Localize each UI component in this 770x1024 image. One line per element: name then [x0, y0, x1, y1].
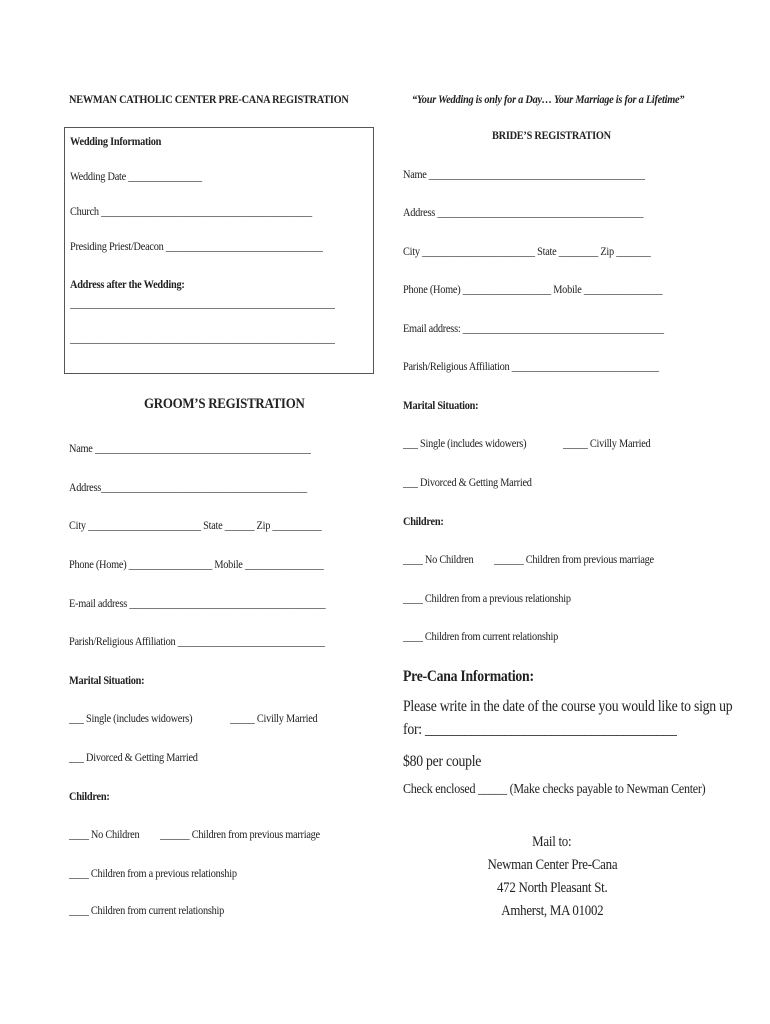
- bride-phone-field[interactable]: Phone (Home) __________________ Mobile ________________: [403, 282, 663, 296]
- bride-civilly-married-option[interactable]: _____ Civilly Married: [563, 436, 651, 450]
- groom-email-field[interactable]: E-mail address ________________________________________: [69, 596, 326, 610]
- form-motto: “Your Wedding is only for a Day… Your Marriage is for a Lifetime”: [412, 92, 685, 106]
- bride-divorced-option[interactable]: ___ Divorced & Getting Married: [403, 475, 532, 489]
- groom-children-current-relationship-option[interactable]: ____ Children from current relationship: [69, 903, 225, 917]
- bride-parish-field[interactable]: Parish/Religious Affiliation ______________________________: [403, 359, 659, 373]
- mail-to-street: 472 North Pleasant St.: [496, 880, 608, 896]
- bride-single-option[interactable]: ___ Single (includes widowers): [403, 436, 527, 450]
- bride-children-previous-relationship-option[interactable]: ____ Children from a previous relationship: [403, 591, 571, 605]
- groom-children-previous-marriage-option[interactable]: ______ Children from previous marriage: [160, 827, 320, 841]
- wedding-date-field[interactable]: Wedding Date _______________: [70, 169, 202, 183]
- wedding-information-heading: Wedding Information: [70, 134, 162, 148]
- groom-single-option[interactable]: ___ Single (includes widowers): [69, 711, 193, 725]
- address-after-wedding-line-1[interactable]: ______________________________________________________: [70, 296, 335, 310]
- groom-children-heading: Children:: [69, 789, 110, 803]
- groom-divorced-option[interactable]: ___ Divorced & Getting Married: [69, 750, 198, 764]
- groom-phone-field[interactable]: Phone (Home) _________________ Mobile ________________: [69, 557, 324, 571]
- bride-name-field[interactable]: Name ____________________________________________: [403, 167, 645, 181]
- bride-children-previous-marriage-option[interactable]: ______ Children from previous marriage: [494, 552, 654, 566]
- bride-no-children-option[interactable]: ____ No Children: [403, 552, 474, 566]
- mail-to-name: Newman Center Pre-Cana: [487, 857, 617, 873]
- mail-to-label: Mail to:: [532, 834, 572, 850]
- bride-email-field[interactable]: Email address: _________________________________________: [403, 321, 664, 335]
- groom-name-field[interactable]: Name ____________________________________________: [69, 441, 311, 455]
- wedding-information-box: [64, 127, 374, 374]
- groom-registration-title: GROOM’S REGISTRATION: [144, 396, 305, 412]
- presiding-priest-field[interactable]: Presiding Priest/Deacon ________________________________: [70, 239, 323, 253]
- groom-marital-heading: Marital Situation:: [69, 673, 145, 687]
- groom-children-previous-relationship-option[interactable]: ____ Children from a previous relationship: [69, 866, 237, 880]
- groom-no-children-option[interactable]: ____ No Children: [69, 827, 140, 841]
- groom-civilly-married-option[interactable]: _____ Civilly Married: [230, 711, 318, 725]
- bride-children-current-relationship-option[interactable]: ____ Children from current relationship: [403, 629, 559, 643]
- church-field[interactable]: Church ___________________________________________: [70, 204, 312, 218]
- precana-course-date-field[interactable]: for: ______________________________________: [403, 721, 677, 738]
- bride-city-state-zip-field[interactable]: City _______________________ State ________ Zip _______: [403, 244, 651, 258]
- groom-parish-field[interactable]: Parish/Religious Affiliation ______________________________: [69, 634, 325, 648]
- groom-address-field[interactable]: Address__________________________________________: [69, 480, 307, 494]
- address-after-wedding-line-2[interactable]: ______________________________________________________: [70, 331, 335, 345]
- check-enclosed-field[interactable]: Check enclosed _____ (Make checks payable to Newman Center): [403, 782, 706, 797]
- bride-children-heading: Children:: [403, 514, 444, 528]
- precana-price: $80 per couple: [403, 753, 482, 770]
- bride-address-field[interactable]: Address __________________________________________: [403, 205, 644, 219]
- groom-city-state-zip-field[interactable]: City _______________________ State ______ Zip __________: [69, 518, 322, 532]
- mail-to-city: Amherst, MA 01002: [500, 903, 604, 919]
- precana-instruction: Please write in the date of the course you would like to sign up: [403, 698, 733, 715]
- precana-heading: Pre-Cana Information:: [403, 668, 534, 685]
- bride-marital-heading: Marital Situation:: [403, 398, 479, 412]
- address-after-wedding-heading: Address after the Wedding:: [70, 277, 185, 291]
- bride-registration-title: BRIDE’S REGISTRATION: [492, 128, 611, 142]
- form-title: NEWMAN CATHOLIC CENTER PRE-CANA REGISTRATION: [69, 92, 349, 106]
